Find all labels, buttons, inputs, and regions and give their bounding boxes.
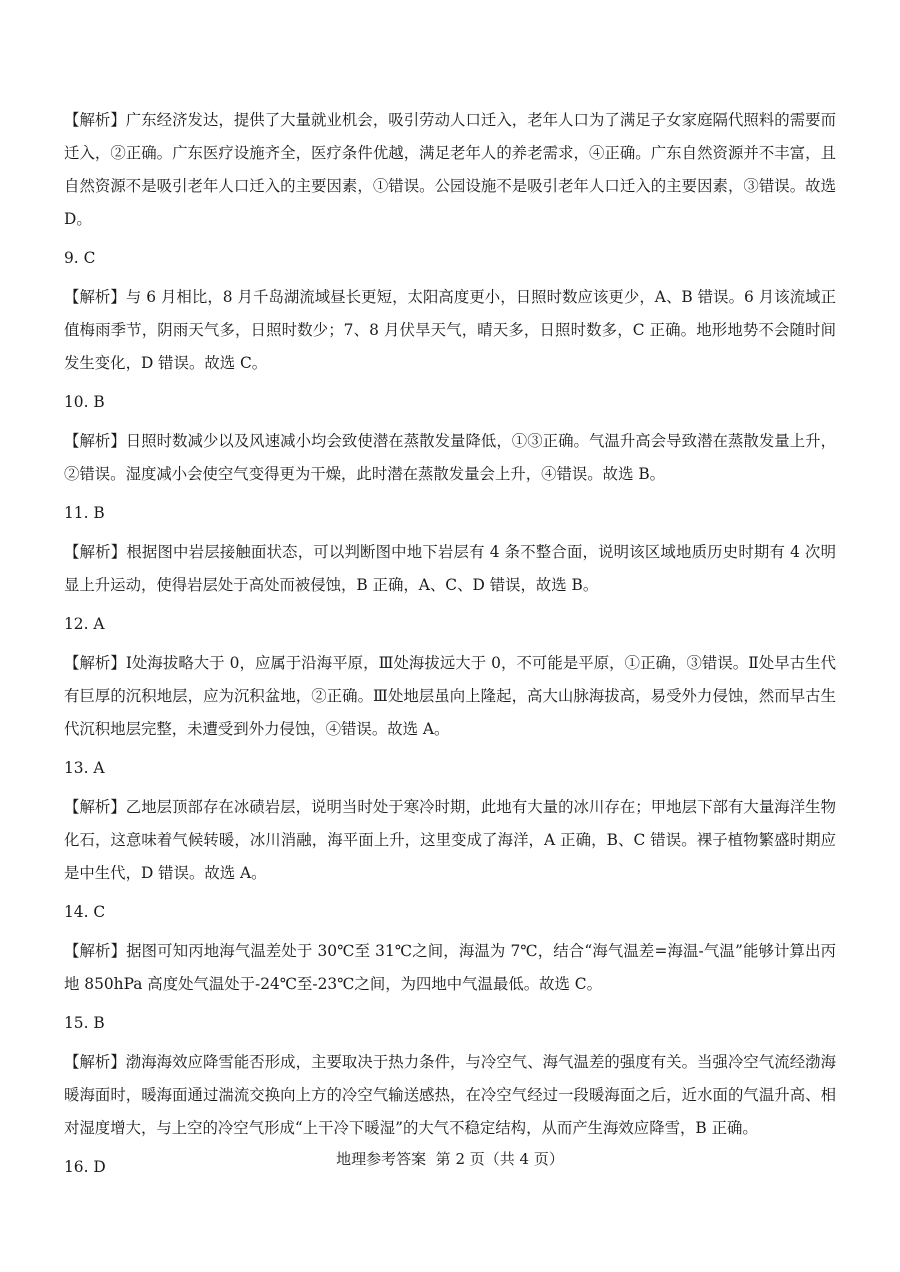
page-footer-text: 地理参考答案 第 2 页（共 4 页）: [336, 1150, 564, 1168]
answer-line: 14. C: [64, 903, 106, 921]
page-footer: [0, 1148, 900, 1169]
answer-line: 12. A: [64, 615, 105, 633]
analysis-paragraph: 【解析】据图可知丙地海气温差处于 30℃至 31℃之间，海温为 7℃，结合“海气温差=海温-气温”能够计算出丙地 850hPa 高度处气温处于-24℃至-23℃之间，为四地中气温最低。故选 C。: [64, 942, 836, 993]
analysis-paragraph: 【解析】渤海海效应降雪能否形成，主要取决于热力条件，与冷空气、海气温差的强度有关。当强冷空气流经渤海暖海面时，暖海面通过湍流交换向上方的冷空气输送感热，在冷空气经过一段暖海面之后，近水面的气温升高、相对湿度增大，与上空的冷空气形成“上干冷下暖湿”的大气不稳定结构，从而产生海效应降雪，B 正确。: [64, 1053, 836, 1137]
analysis-paragraph: 【解析】广东经济发达，提供了大量就业机会，吸引劳动人口迁入，老年人口为了满足子女家庭隔代照料的需要而迁入，②正确。广东医疗设施齐全，医疗条件优越，满足老年人的养老需求，④正确。广东自然资源并不丰富，且自然资源不是吸引老年人口迁入的主要因素，①错误。公园设施不是吸引老年人口迁入的主要因素，③错误。故选 D。: [64, 111, 836, 228]
analysis-paragraph: 【解析】与 6 月相比，8 月千岛湖流域昼长更短，太阳高度更小，日照时数应该更少，A、B 错误。6 月该流域正值梅雨季节，阴雨天气多，日照时数少；7、8 月伏旱天气，晴天多，日照时数多，C 正确。地形地势不会随时间发生变化，D 错误。故选 C。: [64, 288, 836, 372]
answer-content: [64, 104, 836, 1184]
answer-line: 11. B: [64, 504, 105, 522]
answer-line: 9. C: [64, 249, 96, 267]
analysis-paragraph: 【解析】Ⅰ处海拔略大于 0，应属于沿海平原，Ⅲ处海拔远大于 0，不可能是平原，①正确，③错误。Ⅱ处早古生代有巨厚的沉积地层，应为沉积盆地，②正确。Ⅲ处地层虽向上隆起，高大山脉海拔高，易受外力侵蚀，然而早古生代沉积地层完整，未遭受到外力侵蚀，④错误。故选 A。: [64, 654, 836, 738]
answer-line: 15. B: [64, 1014, 105, 1032]
answer-line: 16. D: [64, 1158, 106, 1176]
analysis-paragraph: 【解析】根据图中岩层接触面状态，可以判断图中地下岩层有 4 条不整合面，说明该区域地质历史时期有 4 次明显上升运动，使得岩层处于高处而被侵蚀，B 正确，A、C、D 错误，故选 B。: [64, 543, 836, 594]
answer-line: 13. A: [64, 759, 105, 777]
answer-line: 10. B: [64, 393, 105, 411]
analysis-paragraph: 【解析】日照时数减少以及风速减小均会致使潜在蒸散发量降低，①③正确。气温升高会导致潜在蒸散发量上升，②错误。湿度减小会使空气变得更为干燥，此时潜在蒸散发量会上升，④错误。故选 B。: [64, 432, 836, 483]
analysis-paragraph: 【解析】乙地层顶部存在冰碛岩层，说明当时处于寒冷时期，此地有大量的冰川存在；甲地层下部有大量海洋生物化石，这意味着气候转暖，冰川消融，海平面上升，这里变成了海洋，A 正确，B、C 错误。裸子植物繁盛时期应是中生代，D 错误。故选 A。: [64, 798, 836, 882]
